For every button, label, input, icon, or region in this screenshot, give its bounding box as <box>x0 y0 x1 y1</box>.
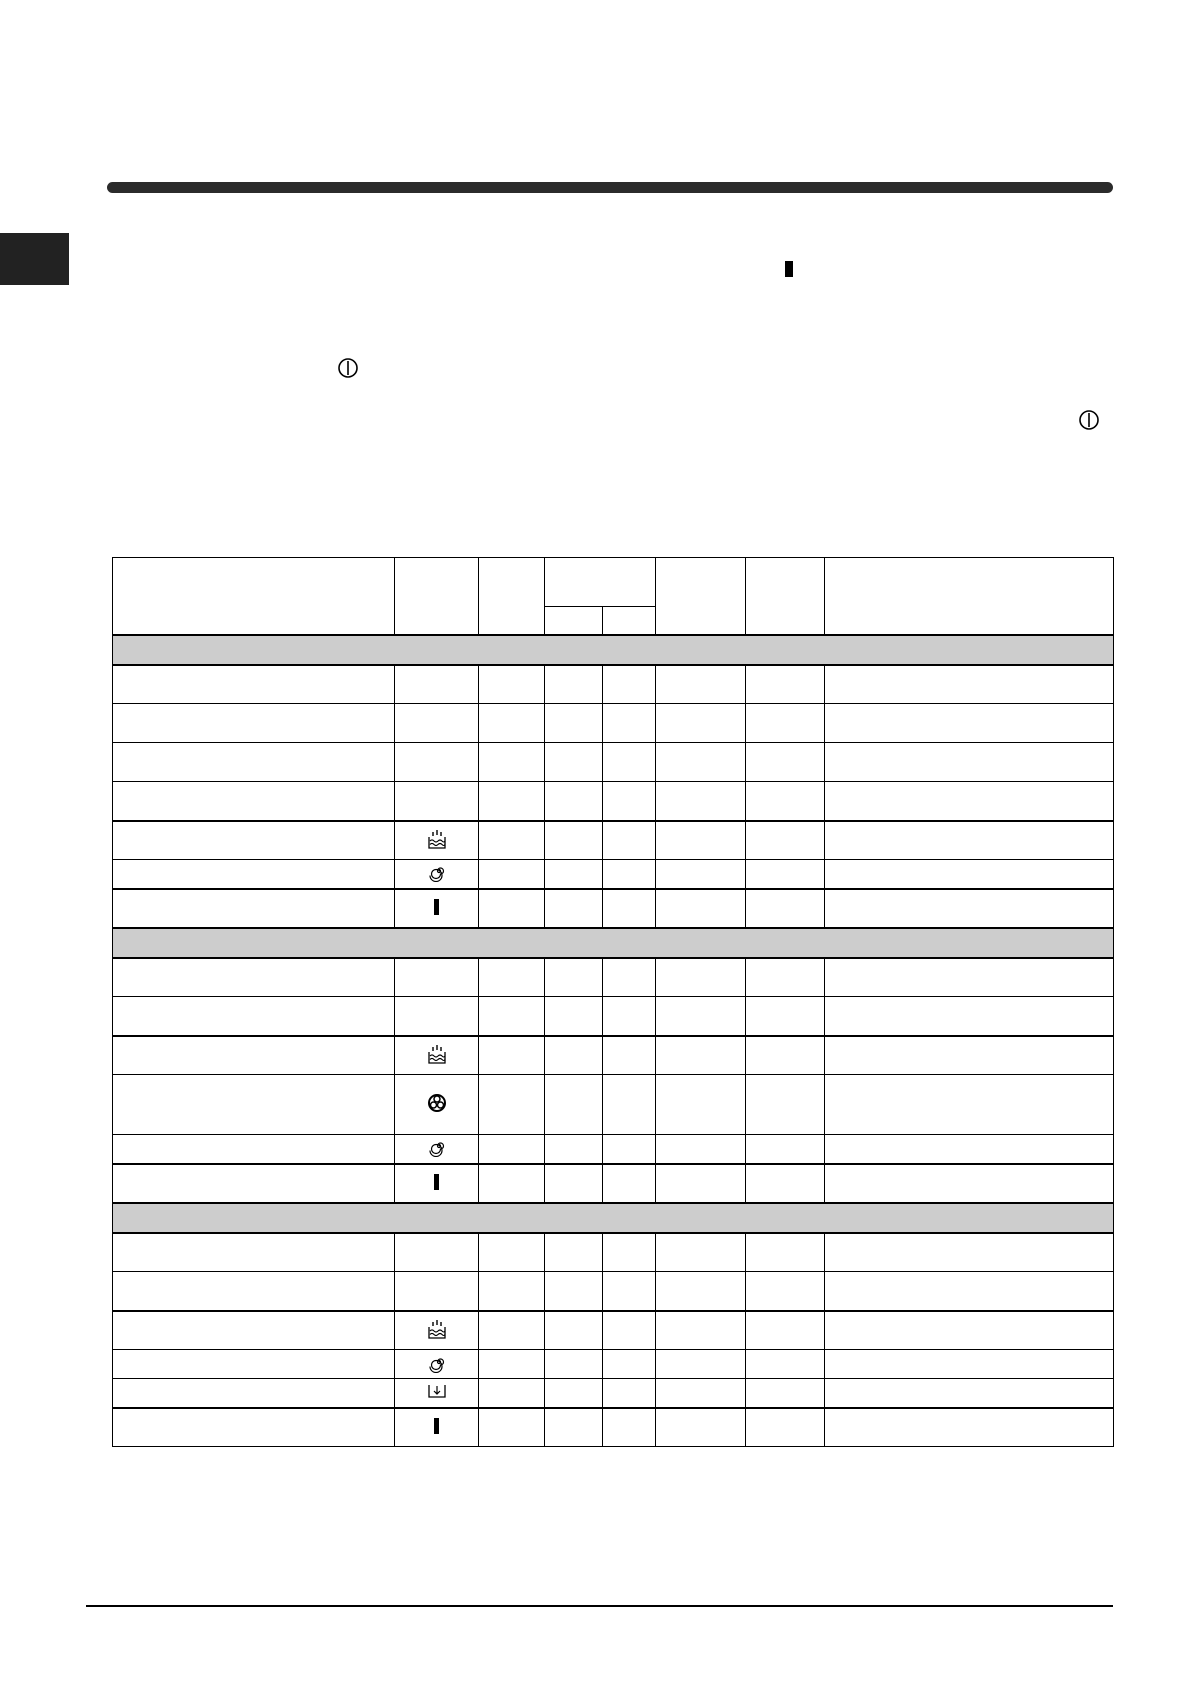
header-detergent <box>545 558 656 607</box>
section-band <box>113 635 1114 665</box>
table-cell <box>479 1408 545 1447</box>
table-cell <box>746 1350 825 1379</box>
table-cell <box>545 997 603 1036</box>
table-cell <box>656 1233 746 1272</box>
table-cell <box>479 1164 545 1203</box>
table-cell <box>746 1075 825 1135</box>
table-cell <box>479 997 545 1036</box>
programme-symbol <box>395 1164 479 1203</box>
table-cell <box>479 958 545 997</box>
programme-name <box>113 821 395 860</box>
table-cell <box>746 1164 825 1203</box>
table-cell <box>603 1036 656 1075</box>
programme-name <box>113 1379 395 1408</box>
table-cell <box>479 704 545 743</box>
table-cell <box>746 1036 825 1075</box>
programme-name <box>113 1135 395 1164</box>
table-row <box>113 958 1114 997</box>
table-cell <box>825 665 1114 704</box>
programme-name <box>113 1233 395 1272</box>
table-cell <box>545 1272 603 1311</box>
table-cell <box>545 889 603 928</box>
table-cell <box>656 1075 746 1135</box>
table-cell <box>656 889 746 928</box>
programme-symbol <box>395 1036 479 1075</box>
table-cell <box>603 1311 656 1350</box>
table-row <box>113 1379 1114 1408</box>
anti-crease-icon <box>426 1092 448 1117</box>
table-cell <box>746 1311 825 1350</box>
table-cell <box>545 1036 603 1075</box>
table-cell <box>603 1272 656 1311</box>
table-cell <box>656 743 746 782</box>
table-row <box>113 821 1114 860</box>
table-cell <box>746 704 825 743</box>
table-cell <box>825 1379 1114 1408</box>
programme-symbol <box>395 889 479 928</box>
table-cell <box>746 1379 825 1408</box>
table-cell <box>825 821 1114 860</box>
table-cell <box>479 1311 545 1350</box>
table-cell <box>479 1379 545 1408</box>
table-cell <box>746 821 825 860</box>
table-cell <box>603 1350 656 1379</box>
table-cell <box>825 782 1114 821</box>
table-cell <box>746 1272 825 1311</box>
table-cell <box>656 821 746 860</box>
programme-symbol <box>395 665 479 704</box>
section-title <box>113 1203 1114 1233</box>
programme-symbol <box>395 704 479 743</box>
table-cell <box>545 1379 603 1408</box>
table-cell <box>545 860 603 889</box>
section-band <box>113 1203 1114 1233</box>
stop-bar-icon <box>785 261 793 277</box>
table-cell <box>825 958 1114 997</box>
table-cell <box>746 958 825 997</box>
programme-symbol <box>395 1379 479 1408</box>
table-cell <box>825 1233 1114 1272</box>
table-cell <box>603 821 656 860</box>
table-cell <box>746 665 825 704</box>
programme-name <box>113 1408 395 1447</box>
table-cell <box>603 743 656 782</box>
table-cell <box>656 782 746 821</box>
spin-icon <box>427 1353 447 1376</box>
spin-icon <box>427 1137 447 1160</box>
programme-symbol <box>395 1350 479 1379</box>
rinse-icon <box>426 828 448 853</box>
programme-symbol <box>395 860 479 889</box>
table-cell <box>603 889 656 928</box>
table-cell <box>545 1233 603 1272</box>
spin-icon <box>427 862 447 885</box>
table-cell <box>746 1135 825 1164</box>
footer-rule <box>86 1605 1113 1607</box>
table-cell <box>825 704 1114 743</box>
programme-name <box>113 1075 395 1135</box>
table-cell <box>479 1135 545 1164</box>
end-bar-icon <box>433 1418 441 1437</box>
on-off-icon <box>337 357 359 379</box>
header-programme <box>113 558 395 635</box>
table-cell <box>656 1164 746 1203</box>
programme-name <box>113 1272 395 1311</box>
table-cell <box>603 860 656 889</box>
table-row <box>113 860 1114 889</box>
header-rule <box>107 182 1113 193</box>
programme-symbol <box>395 1272 479 1311</box>
table-row <box>113 1311 1114 1350</box>
table-row <box>113 997 1114 1036</box>
language-tab <box>0 233 69 285</box>
table-cell <box>603 1135 656 1164</box>
table-cell <box>479 782 545 821</box>
table-cell <box>656 1311 746 1350</box>
end-bar-icon <box>433 1174 441 1193</box>
table-cell <box>825 860 1114 889</box>
header-load <box>656 558 746 635</box>
table-cell <box>479 821 545 860</box>
table-row <box>113 1075 1114 1135</box>
table-cell <box>656 1036 746 1075</box>
programme-symbol <box>395 1233 479 1272</box>
header-detergent-b <box>603 607 656 635</box>
table-cell <box>825 1036 1114 1075</box>
on-off-icon <box>1078 409 1100 431</box>
table-cell <box>825 1311 1114 1350</box>
section-title <box>113 635 1114 665</box>
table-cell <box>825 1164 1114 1203</box>
table-cell <box>603 997 656 1036</box>
programme-symbol <box>395 1075 479 1135</box>
table-cell <box>479 860 545 889</box>
table-cell <box>656 997 746 1036</box>
table-row <box>113 704 1114 743</box>
programme-symbol <box>395 1311 479 1350</box>
table-cell <box>545 1135 603 1164</box>
table-row <box>113 889 1114 928</box>
table-cell <box>656 958 746 997</box>
table-cell <box>479 1272 545 1311</box>
programme-name <box>113 889 395 928</box>
table-cell <box>603 665 656 704</box>
table-cell <box>746 889 825 928</box>
table-cell <box>545 743 603 782</box>
table-cell <box>656 1272 746 1311</box>
header-symbol <box>395 558 479 635</box>
programme-symbol <box>395 997 479 1036</box>
table-cell <box>825 889 1114 928</box>
table-cell <box>545 1311 603 1350</box>
table-cell <box>656 704 746 743</box>
section-title <box>113 928 1114 958</box>
table-cell <box>825 1350 1114 1379</box>
table-row <box>113 1233 1114 1272</box>
table-cell <box>746 782 825 821</box>
table-cell <box>656 1379 746 1408</box>
rinse-icon <box>426 1318 448 1343</box>
table-cell <box>603 782 656 821</box>
table-row <box>113 1272 1114 1311</box>
table-cell <box>603 1233 656 1272</box>
table-cell <box>746 1408 825 1447</box>
header-temperature <box>479 558 545 635</box>
header-description <box>825 558 1114 635</box>
programme-name <box>113 1164 395 1203</box>
table-cell <box>656 1408 746 1447</box>
table-cell <box>825 997 1114 1036</box>
table-cell <box>603 958 656 997</box>
table-cell <box>746 860 825 889</box>
programme-name <box>113 1350 395 1379</box>
table-cell <box>479 889 545 928</box>
programme-name <box>113 1311 395 1350</box>
table-cell <box>825 743 1114 782</box>
programme-symbol <box>395 1408 479 1447</box>
table-cell <box>603 1408 656 1447</box>
table-cell <box>545 1164 603 1203</box>
header-detergent-a <box>545 607 603 635</box>
table-cell <box>603 1164 656 1203</box>
programme-table <box>112 557 1114 1447</box>
drain-icon <box>426 1381 448 1404</box>
table-row <box>113 782 1114 821</box>
programme-name <box>113 665 395 704</box>
programme-name <box>113 958 395 997</box>
programme-name <box>113 743 395 782</box>
table-cell <box>656 1135 746 1164</box>
table-cell <box>825 1075 1114 1135</box>
section-band <box>113 928 1114 958</box>
table-cell <box>746 743 825 782</box>
table-row <box>113 1036 1114 1075</box>
table-row <box>113 1408 1114 1447</box>
table-cell <box>603 704 656 743</box>
programme-symbol <box>395 743 479 782</box>
table-row <box>113 665 1114 704</box>
table-cell <box>545 958 603 997</box>
table-cell <box>479 1233 545 1272</box>
table-cell <box>545 665 603 704</box>
programme-name <box>113 1036 395 1075</box>
table-cell <box>479 1350 545 1379</box>
table-cell <box>479 665 545 704</box>
table-cell <box>479 1036 545 1075</box>
programme-symbol <box>395 782 479 821</box>
programme-name <box>113 782 395 821</box>
table-cell <box>479 1075 545 1135</box>
programme-name <box>113 997 395 1036</box>
table-cell <box>545 782 603 821</box>
table-row <box>113 1350 1114 1379</box>
table-cell <box>825 1408 1114 1447</box>
table-cell <box>825 1272 1114 1311</box>
table-cell <box>545 1408 603 1447</box>
table-cell <box>479 743 545 782</box>
table-row <box>113 1135 1114 1164</box>
end-bar-icon <box>433 899 441 918</box>
programme-name <box>113 860 395 889</box>
programme-symbol <box>395 958 479 997</box>
table-cell <box>746 1233 825 1272</box>
programme-symbol <box>395 821 479 860</box>
programme-symbol <box>395 1135 479 1164</box>
table-cell <box>656 860 746 889</box>
table-cell <box>545 704 603 743</box>
table-cell <box>545 1350 603 1379</box>
table-cell <box>825 1135 1114 1164</box>
table-cell <box>603 1075 656 1135</box>
table-row <box>113 1164 1114 1203</box>
rinse-icon <box>426 1043 448 1068</box>
table-cell <box>545 1075 603 1135</box>
programme-name <box>113 704 395 743</box>
table-cell <box>656 1350 746 1379</box>
header-duration <box>746 558 825 635</box>
table-cell <box>656 665 746 704</box>
table-cell <box>545 821 603 860</box>
table-cell <box>746 997 825 1036</box>
table-row <box>113 743 1114 782</box>
table-cell <box>603 1379 656 1408</box>
